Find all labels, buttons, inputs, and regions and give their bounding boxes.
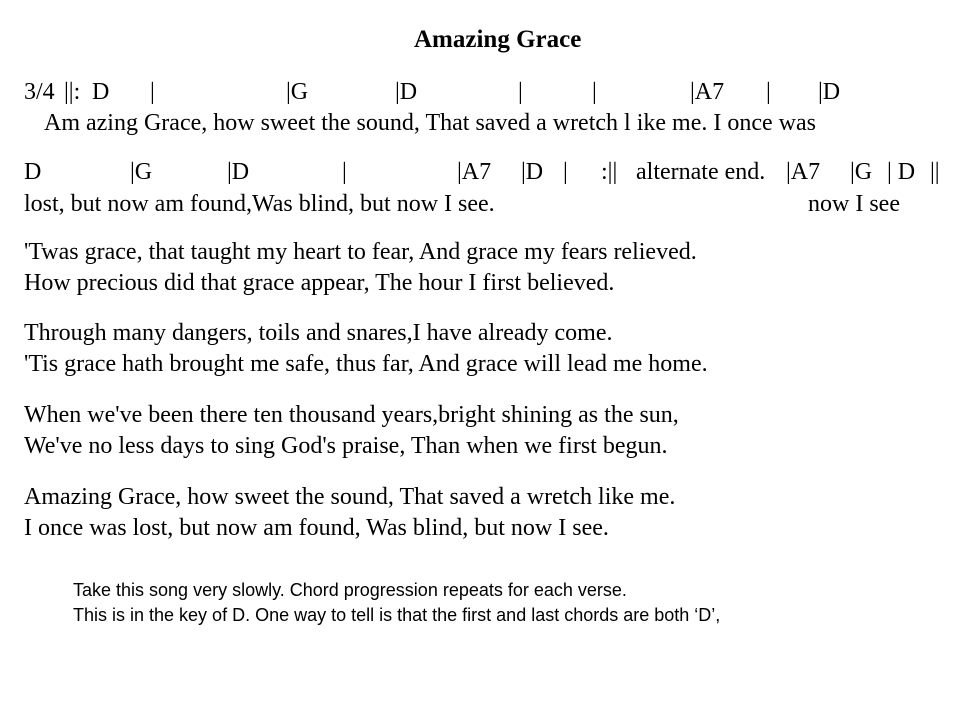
bar-line: | <box>150 79 155 105</box>
lyric-line: We've no less days to sing God's praise, Than when we first begun. <box>24 433 668 459</box>
lyric-line: Am azing Grace, how sweet the sound, That saved a wretch l ike me. I once was <box>44 110 816 136</box>
chord: |D <box>818 79 841 105</box>
bar-line: | <box>766 79 771 105</box>
chord: |G <box>850 159 873 185</box>
chord: D <box>92 79 110 105</box>
lyric-line: 'Twas grace, that taught my heart to fear, And grace my fears relieved. <box>24 239 697 265</box>
alternate-end-label: alternate end. <box>636 159 766 185</box>
chord: |D <box>227 159 250 185</box>
key-note: This is in the key of D. One way to tell is that the first and last chords are both ‘D’, <box>73 605 721 625</box>
chord: |G <box>130 159 153 185</box>
chord: D <box>24 159 42 185</box>
bar-line: | <box>563 159 568 185</box>
song-title: Amazing Grace <box>414 26 582 53</box>
bar-line: | <box>592 79 597 105</box>
chord: |A7 <box>786 159 821 185</box>
chord: | D <box>887 159 916 185</box>
repeat-end: :|| <box>601 159 618 185</box>
bar-line: | <box>518 79 523 105</box>
repeat-start: ||: <box>64 79 81 105</box>
alternate-end-lyric: now I see <box>808 191 900 217</box>
chord: |D <box>395 79 418 105</box>
time-signature: 3/4 <box>24 79 55 105</box>
bar-line: | <box>342 159 347 185</box>
lyric-line: Through many dangers, toils and snares,I have already come. <box>24 320 613 346</box>
chord: |A7 <box>690 79 725 105</box>
chord: |D <box>521 159 544 185</box>
lyric-line: 'Tis grace hath brought me safe, thus far, And grace will lead me home. <box>24 351 708 377</box>
lyric-line: How precious did that grace appear, The hour I first believed. <box>24 270 615 296</box>
chord: |A7 <box>457 159 492 185</box>
lyric-line: Amazing Grace, how sweet the sound, That saved a wretch like me. <box>24 484 676 510</box>
chord: |G <box>286 79 309 105</box>
lyric-line: When we've been there ten thousand years,bright shining as the sun, <box>24 402 679 428</box>
lyric-line: I once was lost, but now am found, Was blind, but now I see. <box>24 515 609 541</box>
lyric-line: lost, but now am found,Was blind, but now I see. <box>24 191 495 217</box>
final-bar: || <box>930 159 940 185</box>
performance-note: Take this song very slowly. Chord progression repeats for each verse. <box>73 580 627 600</box>
